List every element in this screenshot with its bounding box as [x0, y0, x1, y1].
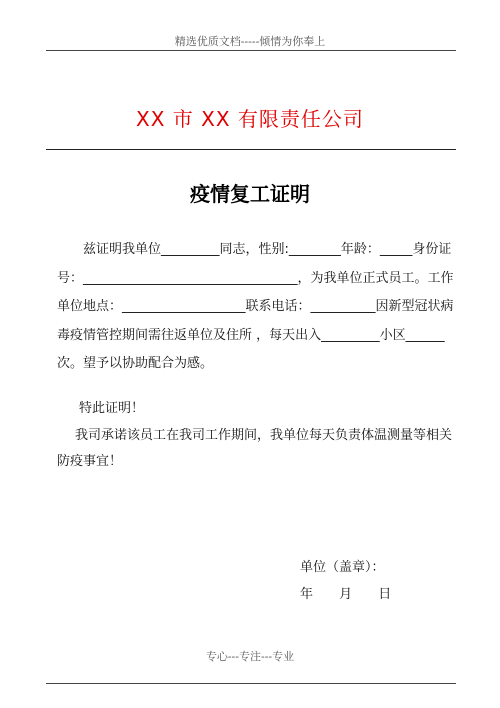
unit-stamp-line: 单位（盖章）：: [300, 560, 385, 575]
page-footer: 专心---专注---专业: [205, 650, 295, 663]
date-line: 年 月 日: [300, 587, 392, 602]
promise-text: 我司承诺该员工在我司工作期间，我单位每天负责体温测量等相关防疫事宜！: [57, 428, 453, 469]
footer-divider: [46, 683, 456, 684]
special-note: 特此证明！: [79, 401, 145, 416]
certificate-body: 兹证明我单位_________同志，性别:________年龄：_____身份证号：_________________________________，为我单位正式员工。工作单位地点：___________________联系电话：__________因新型冠状病毒疫情管控期间需往返单位及住所 ，每天出入_________小区______次。望予以协助配合为感。: [57, 242, 454, 371]
company-name: XX 市 XX 有限责任公司: [136, 107, 364, 131]
company-divider: [46, 149, 456, 150]
header-divider: [46, 50, 456, 51]
document-title: 疫情复工证明: [190, 182, 310, 206]
page-header: 精选优质文档-----倾情为你奉上: [174, 35, 326, 48]
